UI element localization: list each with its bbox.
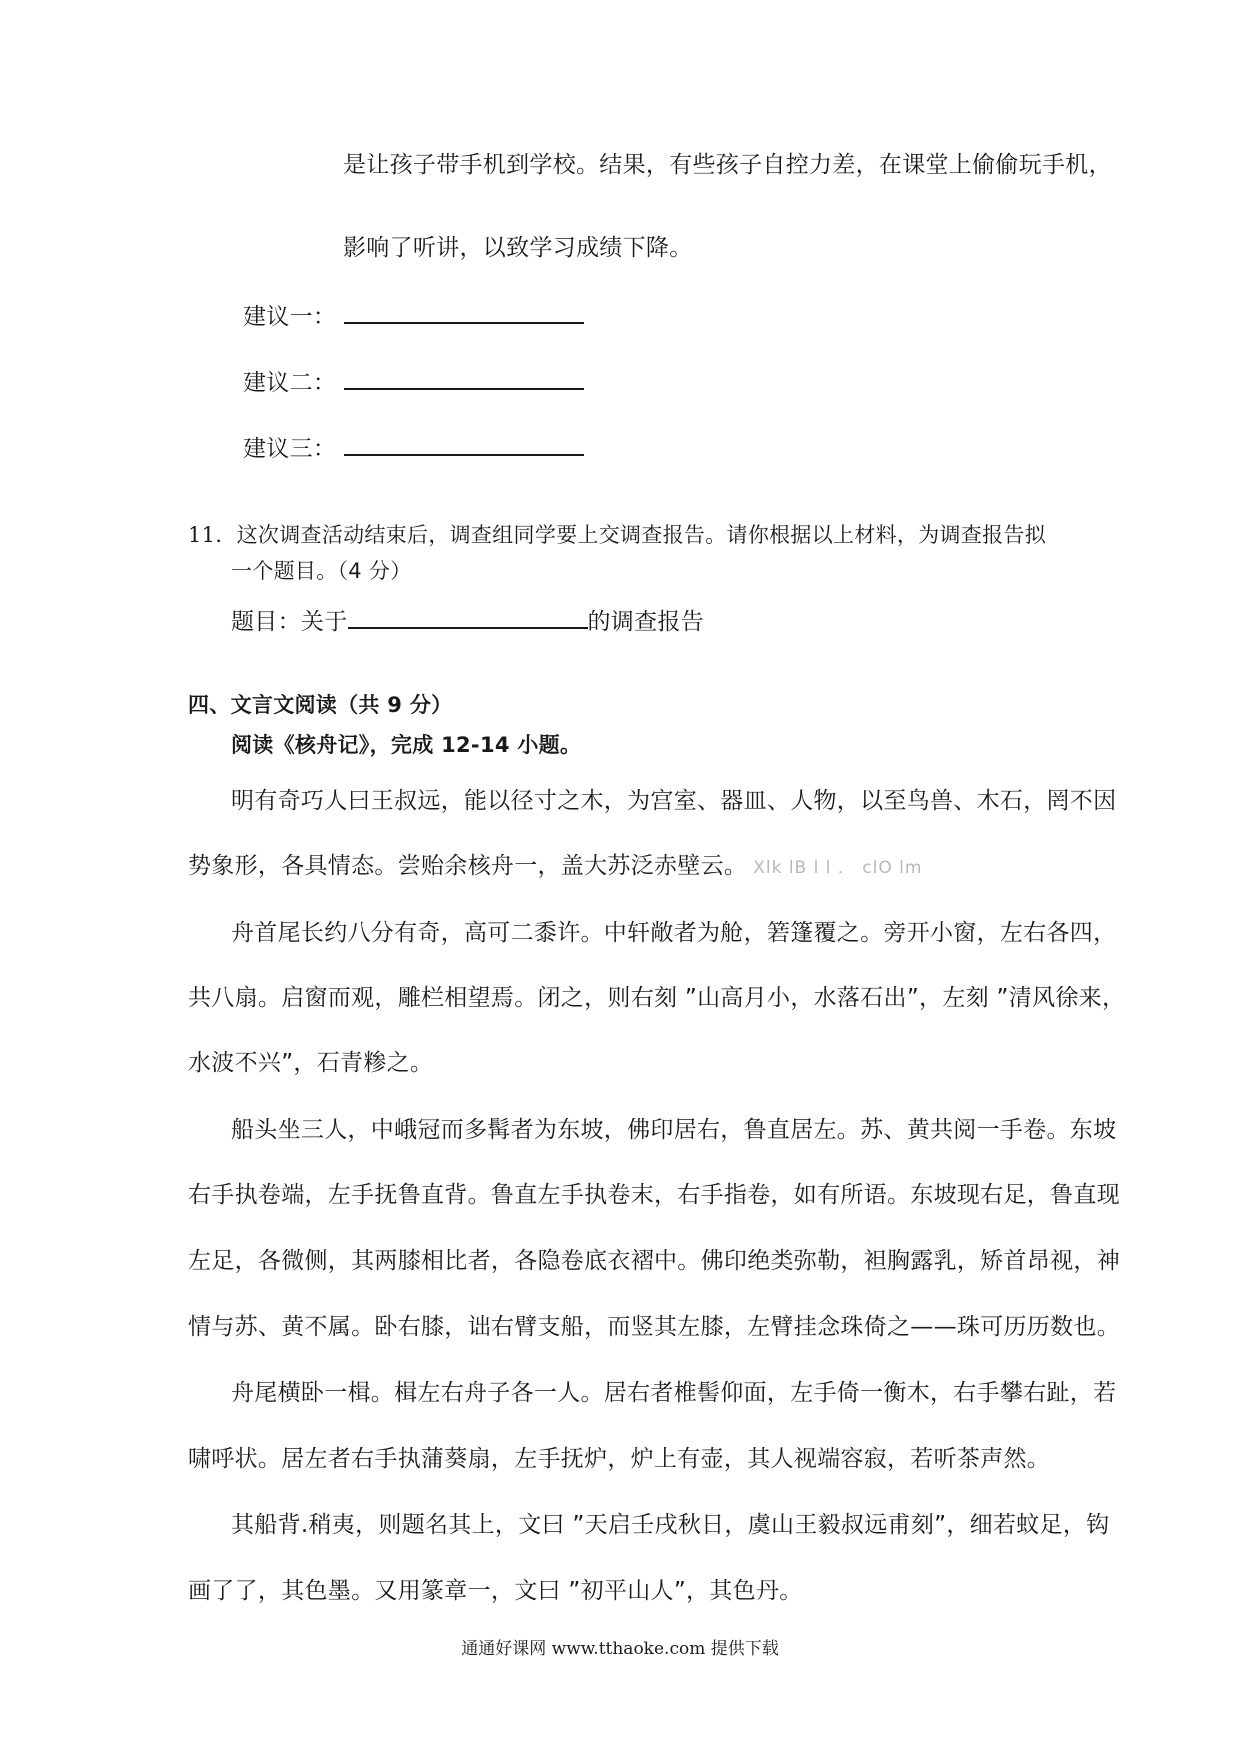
paragraph-text: 势象形，各具情态。尝贻余核舟一，盖大苏泛赤壁云。 [188, 853, 748, 879]
paragraph-line [188, 851, 922, 883]
answer-suffix: 的调查报告 [587, 609, 704, 635]
passage-line: 是让孩子带手机到学校。结果，有些孩子自控力差，在课堂上偷偷玩手机， [343, 152, 1112, 178]
suggestion-1 [243, 300, 584, 332]
suggestion-label: 建议一： [243, 304, 337, 330]
answer-prefix: 题目：关于 [231, 609, 348, 635]
answer-blank[interactable] [344, 432, 584, 456]
paragraph-line: 明有奇巧人曰王叔远，能以径寸之木，为宫室、器皿、人物，以至鸟兽、木石，罔不因 [231, 788, 1117, 814]
paragraph-line: 舟首尾长约八分有奇，高可二黍许。中轩敞者为舱，箬篷覆之。旁开小窗，左右各四， [231, 920, 1117, 946]
paragraph-line: 左足，各微侧，其两膝相比者，各隐卷底衣褶中。佛印绝类弥勒，袒胸露乳，矫首昂视，神 [188, 1248, 1120, 1274]
paragraph-line: 啸呼状。居左者右手执蒲葵扇，左手抚炉，炉上有壶，其人视端容寂，若听茶声然。 [188, 1446, 1051, 1472]
question-text: 这次调查活动结束后，调查组同学要上交调查报告。请你根据以上材料，为调查报告拟 [236, 523, 1047, 547]
answer-blank[interactable] [344, 300, 584, 324]
suggestion-2 [243, 366, 584, 398]
paragraph-line: 右手执卷端，左手抚鲁直背。鲁直左手执卷末，右手指卷，如有所语。东坡现右足，鲁直现 [188, 1182, 1120, 1208]
paragraph-line: 画了了，其色墨。又用篆章一，文曰 ”初平山人”，其色丹。 [188, 1578, 803, 1604]
paragraph-line: 情与苏、黄不属。卧右膝，诎右臂支船，而竖其左膝，左臂挂念珠倚之——珠可历历数也。 [188, 1314, 1120, 1340]
paragraph-line: 其船背.稍夷，则题名其上，文曰 ”天启壬戌秋日，虞山王毅叔远甫刻”，细若蚊足，钩 [231, 1512, 1110, 1538]
suggestion-label: 建议三： [243, 436, 337, 462]
paragraph-line: 舟尾横卧一楫。楫左右舟子各一人。居右者椎髻仰面，左手倚一衡木，右手攀右趾，若 [231, 1380, 1117, 1406]
section-heading: 四、文言文阅读（共 9 分） [188, 693, 453, 717]
page-footer: 通通好课网 www.tthaoke.com 提供下载 [461, 1639, 779, 1659]
paragraph-line: 船头坐三人，中峨冠而多髯者为东坡，佛印居右，鲁直居左。苏、黄共阅一手卷。东坡 [231, 1117, 1117, 1143]
title-answer-blank[interactable] [348, 605, 588, 629]
question-text-line2: 一个题目。（4 分） [231, 559, 412, 583]
passage-line: 影响了听讲，以致学习成绩下降。 [343, 235, 693, 261]
suggestion-3 [243, 432, 584, 464]
suggestion-label: 建议二： [243, 370, 337, 396]
scan-watermark-text: Xlk lB l l ． clO lm [753, 858, 923, 878]
question-number: 11． [188, 523, 237, 547]
title-answer-line [231, 605, 704, 637]
paragraph-line: 水波不兴”，石青糁之。 [188, 1050, 434, 1076]
paragraph-line: 共八扇。启窗而观，雕栏相望焉。闭之，则右刻 ”山高月小，水落石出”，左刻 ”清风徐来， [188, 985, 1126, 1011]
answer-blank[interactable] [344, 366, 584, 390]
section-instruction: 阅读《核舟记》，完成 12-14 小题。 [231, 733, 582, 757]
question-11 [188, 520, 1046, 550]
